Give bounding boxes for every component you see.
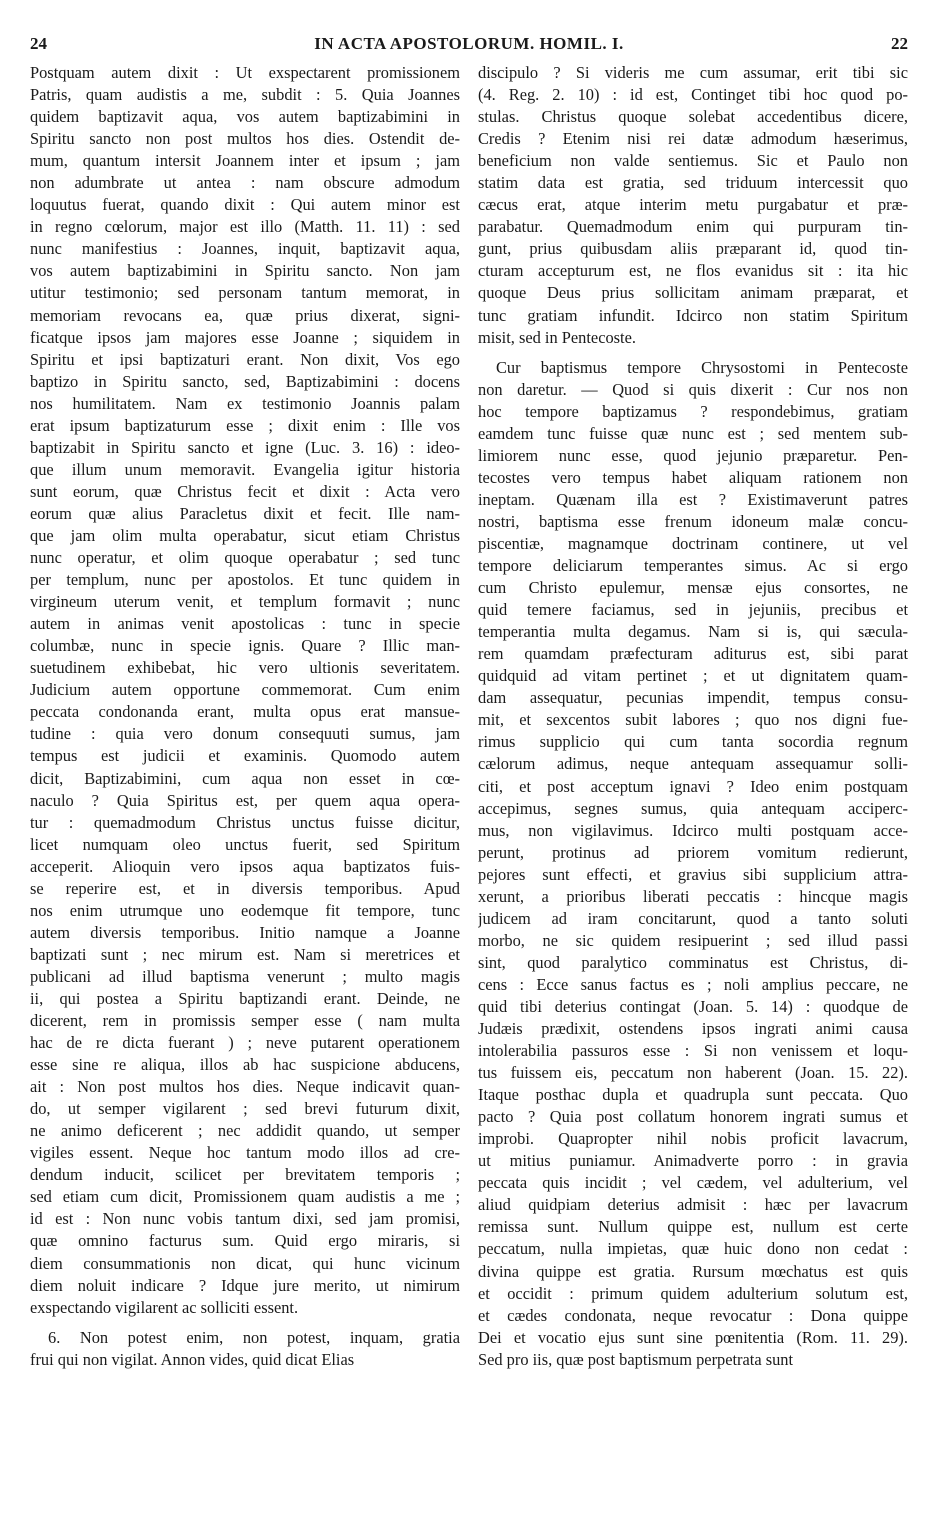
- text-line: diem noluit indicare ? Idque jure merito, ut nimirum: [30, 1275, 460, 1295]
- text-line: sint, quod paralytico comminatus est Christus, di-: [478, 952, 908, 972]
- text-line: dam assequatur, pecunias impendit, tempus consu-: [478, 688, 908, 708]
- text-line: se reperire est, et in diversis temporibus. Apud: [30, 878, 460, 898]
- text-line: dicerent, rem in promissis semper esse ( nam multa: [30, 1011, 460, 1031]
- text-line: aliud quidpiam deterius admisit : hæc per lavacrum: [478, 1195, 908, 1215]
- text-line: mus, non vigilavimus. Idcirco multi postquam acce-: [478, 820, 908, 840]
- text-line: quidquid ad vitam pertinet ; et ut dignitatem quam-: [478, 666, 908, 686]
- text-line: Cur baptismus tempore Chrysostomi in Pentecoste: [496, 357, 908, 377]
- text-line: columbæ, nunc in specie ignis. Quare ? Illic man-: [30, 636, 460, 656]
- text-line: ficatque ipsos jam majores esse Joanne ; siquidem in: [30, 327, 460, 347]
- text-line: discipulo ? Si videris me cum assumar, erit tibi sic: [478, 63, 908, 82]
- text-line: intolerabilia passuros esse : Si non venissem et loqu-: [478, 1041, 908, 1061]
- text-line: baptizo in Spiritu sancto, sed, Baptizabimini : docens: [30, 371, 460, 391]
- text-line: virgineum uterum venit, et templum formavit ; nunc: [30, 592, 460, 612]
- text-line: perunt, protinus ad priorem vomitum redierunt,: [478, 842, 908, 862]
- text-line: licet numquam oleo unctus fuerit, sed Spiritum: [30, 834, 460, 854]
- text-line: peccata quis incidit ; vel cædem, vel adulterium, vel: [478, 1173, 908, 1193]
- text-line: exspectando vigilarent ac solliciti essent.: [30, 1297, 299, 1317]
- text-line: tecostes vero tempus habet aliquam rationem non: [478, 467, 908, 487]
- text-line: cturam accepturum est, ne flos evanidus sit : ita hic: [478, 261, 908, 281]
- text-line: non adumbrate ut antea : nam obscure admodum: [30, 173, 460, 193]
- text-line: rem quamdam præfecturam aditurus est, sibi parat: [478, 644, 908, 664]
- text-line: Spiritu et ipsi baptizaturi erant. Non dixit, Vos ego: [30, 349, 460, 369]
- text-line: tempore deliciarum temperantes simus. Ac si ergo: [478, 556, 908, 576]
- text-line: nostri, baptisma esse frenum idoneum malæ concu-: [478, 511, 908, 531]
- text-line: xerunt, a prioribus liberati peccatis : hincque magis: [478, 886, 908, 906]
- text-line: loquutus fuerat, quando dixit : Qui autem minor est: [30, 195, 460, 215]
- text-line: morbo, ne sic quidem resipuerint ; sed illud passi: [478, 930, 908, 950]
- text-line: in regno cœlorum, major est illo (Matth. 11. 11) : sed: [30, 217, 460, 237]
- text-line: baptizabit in Spiritu sancto et igne (Luc. 3. 16) : ideo-: [30, 437, 460, 457]
- text-line: id est : Non nunc vobis tantum dixi, sed jam promisi,: [30, 1209, 460, 1229]
- text-line: Sed pro iis, quæ post baptismum perpetrata sunt: [478, 1349, 794, 1369]
- text-line: Patris, quam audistis a me, subdit : 5. Quia Joannes: [30, 85, 460, 105]
- text-line: eorum quæ alius Paracletus dixit et fecit. Ille nam-: [30, 503, 460, 523]
- text-line: baptizati sunt ; nec mirum est. Nam si meretrices et: [30, 944, 460, 964]
- text-line: suetudinem exhibebat, hic vero ultionis severitatem.: [30, 658, 460, 678]
- text-line: vos autem baptizabimini in Spiritu sancto. Non jam: [30, 261, 460, 281]
- text-line: cens : Ecce sanus factus es ; noli amplius peccare, ne: [478, 974, 908, 994]
- text-line: do, ut semper vigilarent ; sed brevi futurum dixit,: [30, 1099, 460, 1119]
- text-line: pacto ? Quia post collatum honorem ingrati sumus et: [478, 1107, 908, 1127]
- text-line: Judæis prædixit, ostendens ipsos ingrati animi causa: [478, 1019, 908, 1039]
- text-line: remissa sunt. Nullum quippe est, nullum est certe: [478, 1217, 908, 1237]
- text-line: diem consummationis non dicat, qui hunc vicinum: [30, 1253, 460, 1273]
- text-line: et occidit : primum quidem adulterium solutum est,: [478, 1283, 908, 1303]
- text-line: nos humilitatem. Nam ex testimonio Joannis palam: [30, 393, 460, 413]
- text-line: autem diversis temporibus. Initio namque a Joanne: [30, 922, 460, 942]
- text-line: beneficium non valde sentiemus. Sic et Paulo non: [478, 151, 908, 171]
- text-line: hac de re dicta fuerant ) ; neve putarent operationem: [30, 1033, 460, 1053]
- text-line: quidem baptizavit aqua, vos autem baptizabimini in: [30, 107, 460, 127]
- text-line: rimus supplicio qui cum tanta socordia regnum: [478, 732, 908, 752]
- text-line: Credis ? Etenim nisi rei datæ admodum hæserimus,: [478, 129, 908, 149]
- text-line: Spiritu sancto non post multos hos dies. Ostendit de-: [30, 129, 460, 149]
- text-line: quoque Deus prius sollicitam animam præparat, et: [478, 283, 908, 303]
- text-line: nunc manifestius : Joannes, inquit, baptizavit aqua,: [30, 239, 460, 259]
- page-number-left: 24: [30, 34, 47, 53]
- text-line: misit, sed in Pentecoste.: [478, 327, 636, 347]
- text-line: memoriam revocans ea, quæ prius dixerat, signi-: [30, 305, 460, 325]
- text-line: pejores sunt effecti, et gravius sibi supplicium attra-: [478, 864, 908, 884]
- text-line: tur : quemadmodum Christus unctus fuisse dicitur,: [30, 812, 460, 832]
- text-line: mit, et sexcentos subit labores ; quo nos digni fue-: [478, 710, 908, 730]
- text-line: (4. Reg. 2. 10) : id est, Continget tibi hoc quod po-: [478, 85, 908, 105]
- text-line: piscentiæ, magnamque doctrinam continere, ut vel: [478, 533, 908, 553]
- text-line: cælorum adimus, neque antequam assequamur solli-: [478, 754, 908, 774]
- text-line: ait : Non post multos hos dies. Neque indicavit quan-: [30, 1077, 460, 1097]
- text-line: cum Christo epulemur, mensæ ejus consortes, ne: [478, 578, 908, 598]
- text-line: peccatum, nulla impietas, quæ huic dono non cedat :: [478, 1239, 908, 1259]
- text-line: cæcus erat, atque interim metu purgabatur et præ-: [478, 195, 908, 215]
- text-line: Dei et vocatio ejus sunt sine pœnitentia (Rom. 11. 29).: [478, 1327, 908, 1347]
- text-line: acceperit. Alioquin vero ipsos aqua baptizatos fuis-: [30, 856, 460, 876]
- text-line: erat ipsum baptizaturum esse ; dixit enim : Ille vos: [30, 415, 460, 435]
- text-line: citi, et post acceptum ignavi ? Ideo enim postquam: [478, 776, 908, 796]
- text-line: autem in animas venit apostolicas : tunc in specie: [30, 614, 460, 634]
- left-text-column: [30, 62, 460, 1371]
- text-line: ne animo deficerent ; nec addidit quando, ut semper: [30, 1121, 460, 1141]
- running-header: [30, 34, 908, 58]
- text-line: sunt eorum, quæ Christus fecit et dixit : Acta vero: [30, 481, 460, 501]
- text-line: tunc gratiam infundit. Idcirco non statim Spiritum: [478, 305, 908, 325]
- text-line: eamdem tunc fuisse quæ nunc est ; sed mentem sub-: [478, 423, 908, 443]
- text-line: frui qui non vigilat. Annon vides, quid dicat Elias: [30, 1349, 355, 1369]
- text-line: accepimus, segnes sumus, quia antequam acciperc-: [478, 798, 908, 818]
- text-line: utitur testimonio; sed personam tantum memorat, in: [30, 283, 460, 303]
- text-line: et cædes condonata, neque revocatur : Dona quippe: [478, 1305, 908, 1325]
- text-line: Postquam autem dixit : Ut exspectarent promissionem: [30, 63, 460, 82]
- text-line: hoc tempore baptizamus ? respondebimus, gratiam: [478, 401, 908, 421]
- text-line: quæ omnino facturus sum. Quid ergo miraris, si: [30, 1231, 460, 1251]
- text-line: divina quippe est gratia. Rursum mœchatus est quis: [478, 1261, 908, 1281]
- text-line: gunt, prius quibusdam aliis præparant id, quod tin-: [478, 239, 908, 259]
- text-line: sed etiam cum dicit, Promissionem quam audistis a me ;: [30, 1187, 460, 1207]
- text-line: tus fuissem eis, peccatum non haberent (Joan. 15. 22).: [478, 1063, 908, 1083]
- text-line: naculo ? Quia Spiritus est, per quem aqua opera-: [30, 790, 460, 810]
- text-line: dicit, Baptizabimini, cum aqua non esset in cœ-: [30, 768, 460, 788]
- text-line: tempus est judicii et examinis. Quomodo autem: [30, 746, 460, 766]
- page-number-right: 22: [891, 34, 908, 53]
- text-line: quid tibi deterius contingat (Joan. 5. 14) : quodque de: [478, 996, 908, 1016]
- text-line: publicani ad illud baptisma venerunt ; multo magis: [30, 966, 460, 986]
- text-line: limiorem nunc esse, quod jejunio præparetur. Pen-: [478, 445, 908, 465]
- text-line: ut mitius puniamur. Animadverte porro : in gravia: [478, 1151, 908, 1171]
- text-line: non daretur. — Quod si quis dixerit : Cur nos non: [478, 379, 908, 399]
- text-line: parabatur. Quemadmodum enim qui purpuram tin-: [478, 217, 908, 237]
- text-line: 6. Non potest enim, non potest, inquam, gratia: [48, 1327, 460, 1347]
- text-line: que jam olim multa operabatur, sicut etiam Christus: [30, 525, 460, 545]
- text-line: Itaque posthac dupla et quadrupla sunt peccata. Quo: [478, 1085, 908, 1105]
- text-line: nos enim utrumque uno eodemque fit tempore, tunc: [30, 900, 460, 920]
- text-line: per templum, nunc per apostolos. Et tunc quidem in: [30, 570, 460, 590]
- text-line: tudine : quia vero donum consequuti sumus, jam: [30, 724, 460, 744]
- text-line: stulas. Christus quoque solebat accedentibus dicere,: [478, 107, 908, 127]
- text-line: nunc operatur, et olim quoque operabatur ; sed tunc: [30, 548, 460, 568]
- text-line: statim data est gratia, sed triduum intercessit quo: [478, 173, 908, 193]
- text-line: ineptam. Quænam illa est ? Existimaverunt patres: [478, 489, 908, 509]
- text-line: Judicium autem opportune commemorat. Cum enim: [30, 680, 460, 700]
- text-line: que illum unum memoravit. Evangelia igitur historia: [30, 459, 460, 479]
- text-line: vigiles essent. Neque hoc tantum modo illos ad cre-: [30, 1143, 460, 1163]
- right-text-column: [478, 62, 908, 1371]
- text-line: temperantia multa degamus. Nam si is, qui sæcula-: [478, 622, 908, 642]
- text-line: ii, qui postea a Spiritu baptizandi erant. Deinde, ne: [30, 988, 460, 1008]
- text-line: peccata condonanda erant, multa opus erat mansue-: [30, 702, 460, 722]
- text-line: esse sine re aliqua, illos ab hac suspicione abducens,: [30, 1055, 460, 1075]
- text-line: judicem ad iram concitarunt, quod a tanto soluti: [478, 908, 908, 928]
- text-line: mum, quantum intersit Joannem inter et ipsum ; jam: [30, 151, 460, 171]
- text-line: improbi. Quapropter nihil nobis proficit lavacrum,: [478, 1129, 908, 1149]
- text-line: dendum inducit, scilicet per brevitatem temporis ;: [30, 1165, 460, 1185]
- text-line: quid temere faciamus, sed in jejuniis, precibus et: [478, 600, 908, 620]
- running-title: IN ACTA APOSTOLORUM. HOMIL. I.: [314, 34, 624, 53]
